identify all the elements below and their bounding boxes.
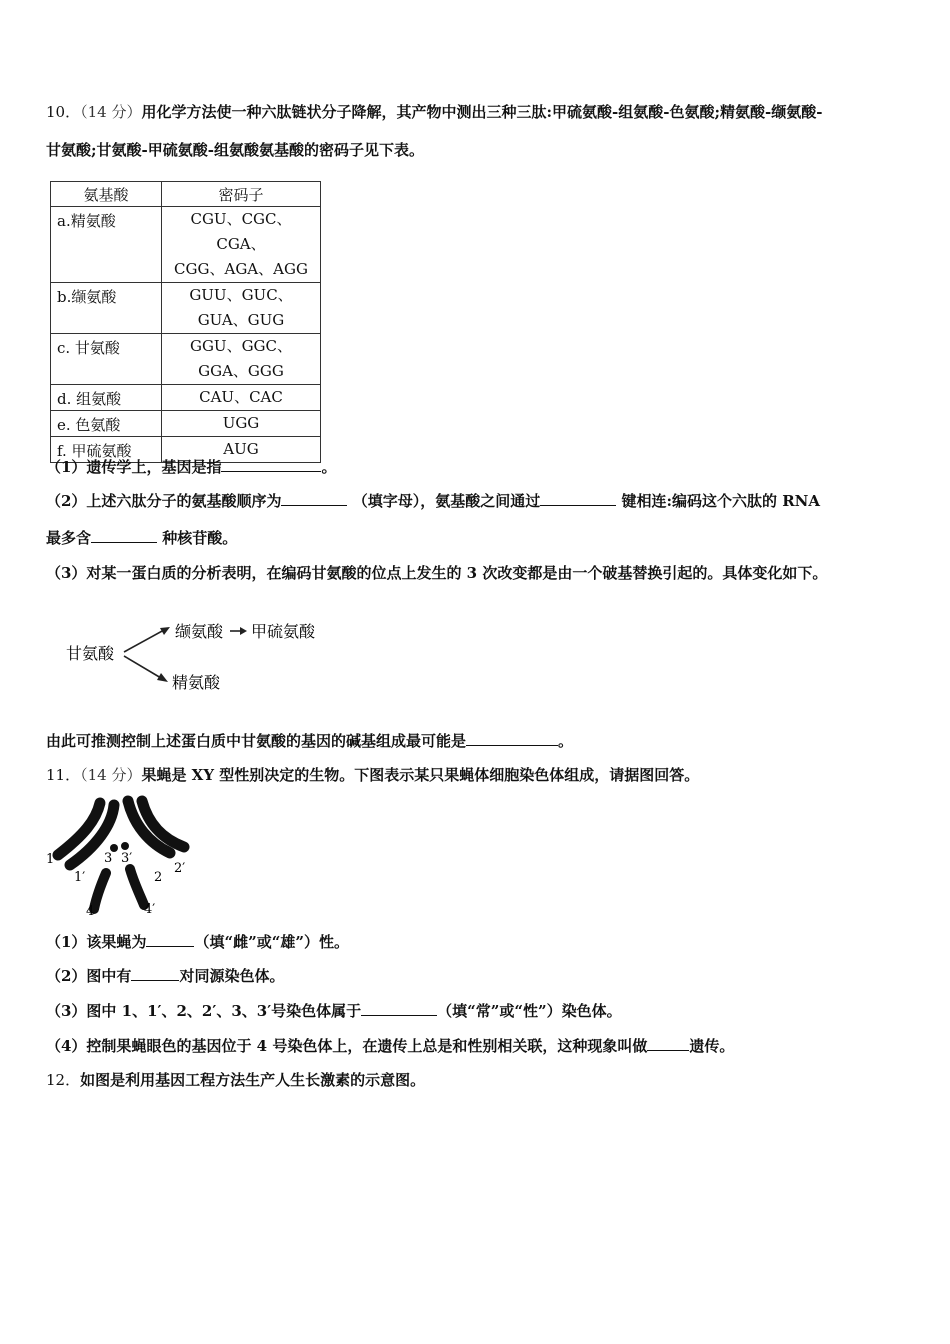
amino-acid-cell: a.精氨酸 — [51, 207, 162, 283]
codon-line: GUU、GUC、 — [189, 286, 293, 304]
table-header-amino: 氨基酸 — [51, 182, 162, 207]
q10-sub2 — [46, 491, 820, 511]
q10-sub2-text3: 键相连:编码这个六肽的 RNA — [621, 492, 821, 510]
answer-blank[interactable] — [647, 1036, 689, 1051]
label-1-prime: 1′ — [74, 870, 86, 885]
q12-text: 如图是利用基因工程方法生产人生长激素的示意图。 — [80, 1071, 426, 1089]
q10-sub2-text2: （填字母），氨基酸之间通过 — [352, 492, 541, 510]
q10-score: （14 分） — [80, 103, 142, 121]
q11-intro-text: 果蝇是 XY 型性别决定的生物。下图表示某只果蝇体细胞染色体组成，请据图回答。 — [141, 766, 700, 784]
codon-cell — [162, 283, 321, 334]
label-4: 4 — [86, 904, 95, 919]
codon-line: GUA、GUG — [197, 311, 285, 329]
answer-blank[interactable] — [131, 966, 179, 981]
q10-number: 10． — [46, 103, 81, 121]
methionine-label: 甲硫氨酸 — [251, 622, 316, 641]
q10-intro-line2: 甘氨酸;甘氨酸-甲硫氨酸-组氨酸氨基酸的密码子见下表。 — [46, 141, 424, 159]
q10-conclusion-end: 。 — [558, 732, 574, 750]
q12-number: 12． — [46, 1071, 81, 1089]
amino-acid-cell: b.缬氨酸 — [51, 283, 162, 334]
label-2-prime: 2′ — [174, 861, 186, 876]
answer-blank[interactable] — [91, 528, 157, 543]
q10-sub2-text5: 种核苷酸。 — [162, 529, 238, 547]
q11-sub1-end: （填“雌”或“雄”）性。 — [194, 933, 349, 951]
q10-sub2-cont — [46, 528, 237, 548]
q11-sub2 — [46, 966, 284, 986]
answer-blank[interactable] — [221, 457, 321, 472]
label-1: 1 — [46, 852, 55, 867]
answer-blank[interactable] — [361, 1001, 437, 1016]
q11-sub4 — [46, 1036, 734, 1056]
q12-intro — [46, 1070, 425, 1090]
q10-sub2-text4: 最多含 — [46, 529, 92, 547]
chromosome-4-prime — [130, 869, 144, 905]
glycine-label: 甘氨酸 — [66, 644, 115, 663]
q10-sub1-text: （1）遗传学上，基因是指 — [46, 458, 222, 476]
label-2: 2 — [154, 870, 163, 885]
table-row — [51, 334, 321, 385]
q11-score: （14 分） — [80, 766, 142, 784]
answer-blank[interactable] — [540, 491, 616, 506]
arrowhead-icon — [240, 627, 247, 635]
chromosome-4 — [94, 873, 106, 909]
valine-label: 缬氨酸 — [175, 622, 224, 641]
codon-line: GGU、GGC、 — [189, 337, 293, 355]
q10-intro-text: 用化学方法使一种六肽链状分子降解，其产物中测出三种三肽:甲硫氨酸-组氨酸-色氨酸;精氨酸-缬氨酸- — [141, 103, 823, 121]
q10-conclusion-text: 由此可推测控制上述蛋白质中甘氨酸的基因的碱基组成最可能是 — [46, 732, 467, 750]
label-3-prime: 3′ — [121, 851, 133, 866]
chromosome-3-prime — [121, 842, 129, 850]
codon-cell: AUG — [162, 437, 321, 463]
q10-intro-line1 — [46, 102, 822, 122]
q11-sub2-end: 对同源染色体。 — [179, 967, 285, 985]
mutation-diagram — [60, 608, 340, 700]
q10-sub3: （3）对某一蛋白质的分析表明，在编码甘氨酸的位点上发生的 3 次改变都是由一个破基替换引起的。具体变化如下。 — [46, 564, 828, 582]
table-row — [51, 385, 321, 411]
label-3: 3 — [104, 851, 113, 866]
table-row — [51, 411, 321, 437]
q11-sub3-text: （3）图中 1、1′、2、2′、3、3′号染色体属于 — [46, 1002, 362, 1020]
codon-cell — [162, 207, 321, 283]
q11-sub1 — [46, 932, 349, 952]
arrow-to-arginine — [124, 656, 161, 678]
table-row — [51, 207, 321, 283]
codon-line: CGU、CGC、CGA、 — [190, 210, 292, 253]
amino-acid-cell: c. 甘氨酸 — [51, 334, 162, 385]
codon-line: CGG、AGA、AGG — [174, 260, 308, 278]
arginine-label: 精氨酸 — [172, 673, 221, 692]
q11-intro — [46, 765, 699, 785]
chromosome-diagram — [44, 795, 194, 920]
answer-blank[interactable] — [146, 932, 194, 947]
q11-sub2-text: （2）图中有 — [46, 967, 132, 985]
q10-sub1 — [46, 457, 336, 477]
codon-cell — [162, 334, 321, 385]
codon-cell: CAU、CAC — [162, 385, 321, 411]
q10-conclusion — [46, 731, 573, 751]
q10-sub1-end: 。 — [321, 458, 337, 476]
arrowhead-icon — [157, 673, 168, 682]
table-row — [51, 283, 321, 334]
codon-table — [50, 181, 321, 463]
codon-line: GGA、GGG — [198, 362, 284, 380]
q11-sub4-end: 遗传。 — [689, 1037, 735, 1055]
q11-sub3-end: （填“常”或“性”）染色体。 — [437, 1002, 622, 1020]
codon-cell: UGG — [162, 411, 321, 437]
q10-sub2-text: （2）上述六肽分子的氨基酸顺序为 — [46, 492, 282, 510]
q11-sub3 — [46, 1001, 622, 1021]
q11-sub1-text: （1）该果蝇为 — [46, 933, 147, 951]
amino-acid-cell: e. 色氨酸 — [51, 411, 162, 437]
amino-acid-cell: f. 甲硫氨酸 — [51, 437, 162, 463]
q11-sub4-text: （4）控制果蝇眼色的基因位于 4 号染色体上，在遗传上总是和性别相关联，这种现象叫做 — [46, 1037, 648, 1055]
q11-number: 11． — [46, 766, 81, 784]
amino-acid-cell: d. 组氨酸 — [51, 385, 162, 411]
arrow-to-valine — [124, 630, 164, 652]
table-header-codon: 密码子 — [162, 182, 321, 207]
answer-blank[interactable] — [466, 731, 558, 746]
answer-blank[interactable] — [281, 491, 347, 506]
label-4-prime: 4′ — [144, 902, 156, 917]
